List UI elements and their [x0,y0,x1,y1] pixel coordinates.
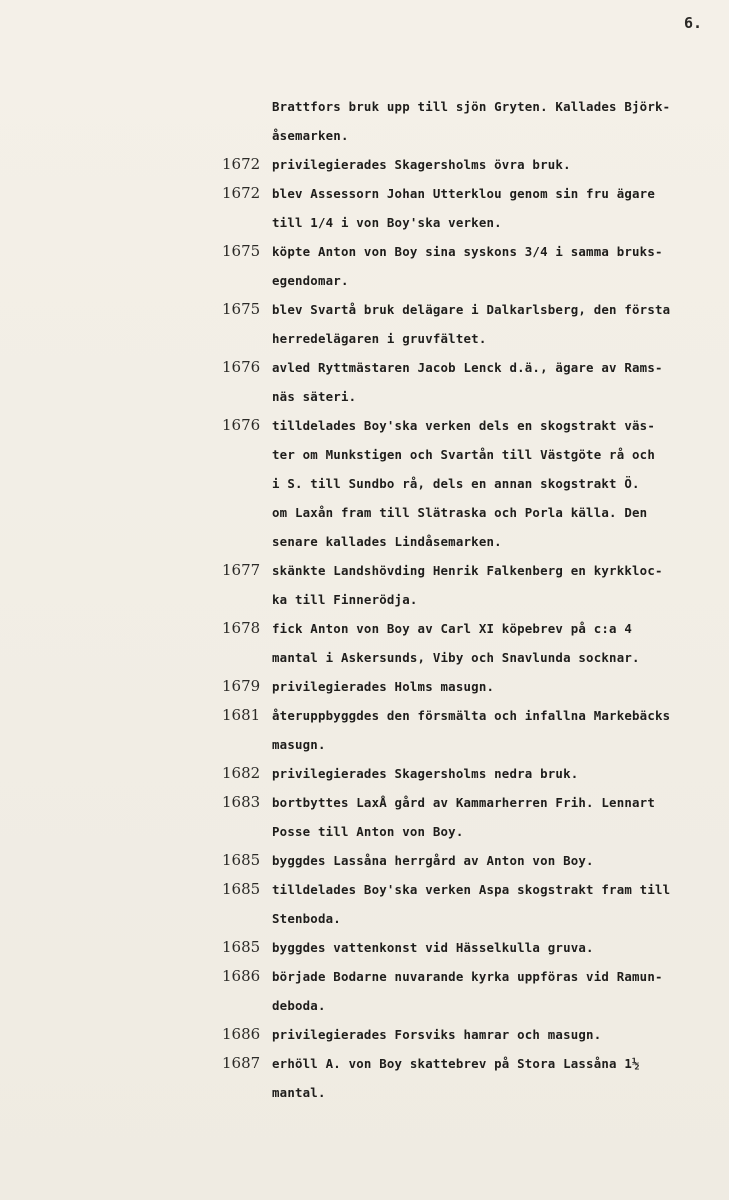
entry-year: 1686 [222,967,261,985]
entry-line: ter om Munkstigen och Svartån till Västgöte rå och [272,447,655,462]
entry-text [272,846,722,875]
entry-year: 1683 [222,793,261,811]
entry-line: privilegierades Skagersholms övra bruk. [272,157,571,172]
entry-line: i S. till Sundbo rå, dels en annan skogstrakt Ö. [272,476,640,491]
entry-text [272,353,722,411]
entry-year: 1677 [222,561,261,579]
entry-text [272,614,722,672]
entry-line: började Bodarne nuvarande kyrka uppföras vid Ramun- [272,969,663,984]
entry-text [272,933,722,962]
entry-text [272,788,722,846]
entry-text [272,875,722,933]
entry-line: om Laxån fram till Slätraska och Porla källa. Den [272,505,648,520]
entry-year: 1682 [222,764,261,782]
entry-line: egendomar. [272,273,349,288]
entry-line: till 1/4 i von Boy'ska verken. [272,215,502,230]
entry-year: 1676 [222,416,261,434]
entry-text [272,150,722,179]
entry-line: deboda. [272,998,326,1013]
entry-text [272,672,722,701]
entry-year: 1675 [222,242,261,260]
entry-line: mantal i Askersunds, Viby och Snavlunda socknar. [272,650,640,665]
entry-line: köpte Anton von Boy sina syskons 3/4 i samma bruks- [272,244,663,259]
entry-line: tilldelades Boy'ska verken Aspa skogstrakt fram till [272,882,671,897]
entry-text [272,1020,722,1049]
entry-line: skänkte Landshövding Henrik Falkenberg en kyrkkloc- [272,563,663,578]
entry-line: byggdes Lassåna herrgård av Anton von Boy. [272,853,594,868]
entry-line: bortbyttes LaxÅ gård av Kammarherren Frih. Lennart [272,795,655,810]
entry-year: 1675 [222,300,261,318]
entry-text [272,237,722,295]
entry-year: 1686 [222,1025,261,1043]
entry-line: näs säteri. [272,389,357,404]
entry-line: åsemarken. [272,128,349,143]
entry-line: blev Assessorn Johan Utterklou genom sin fru ägare [272,186,655,201]
entry-text [272,556,722,614]
entry-text [272,92,722,150]
entry-text [272,1049,722,1107]
entry-text [272,759,722,788]
entry-year: 1681 [222,706,261,724]
entry-line: mantal. [272,1085,326,1100]
entry-line: återuppbyggdes den försmälta och infallna Markebäcks [272,708,671,723]
entry-year: 1685 [222,851,261,869]
entry-year: 1685 [222,880,261,898]
entry-line: privilegierades Holms masugn. [272,679,495,694]
entry-line: senare kallades Lindåsemarken. [272,534,502,549]
entry-line: herredelägaren i gruvfältet. [272,331,487,346]
entry-text [272,295,722,353]
entry-line: privilegierades Forsviks hamrar och masugn. [272,1027,602,1042]
entry-line: masugn. [272,737,326,752]
entry-line: byggdes vattenkonst vid Hässelkulla gruva. [272,940,594,955]
entry-line: fick Anton von Boy av Carl XI köpebrev på c:a 4 [272,621,633,636]
entry-year: 1672 [222,184,261,202]
entry-text [272,411,722,556]
entry-year: 1687 [222,1054,261,1072]
entry-line: Stenboda. [272,911,341,926]
entry-text [272,701,722,759]
entry-year: 1679 [222,677,261,695]
entry-line: Brattfors bruk upp till sjön Gryten. Kallades Björk- [272,99,671,114]
entry-line: tilldelades Boy'ska verken dels en skogstrakt väs- [272,418,655,433]
entry-year: 1672 [222,155,261,173]
page-number: 6. [684,14,703,32]
entry-line: Posse till Anton von Boy. [272,824,464,839]
entry-line: ka till Finnerödja. [272,592,418,607]
entry-line: avled Ryttmästaren Jacob Lenck d.ä., ägare av Rams- [272,360,663,375]
entry-text [272,962,722,1020]
entry-line: erhöll A. von Boy skattebrev på Stora Lassåna 1½ [272,1056,640,1071]
entry-year: 1685 [222,938,261,956]
entry-line: blev Svartå bruk delägare i Dalkarlsberg, den första [272,302,671,317]
entry-year: 1676 [222,358,261,376]
entry-text [272,179,722,237]
entry-line: privilegierades Skagersholms nedra bruk. [272,766,579,781]
entry-year: 1678 [222,619,261,637]
